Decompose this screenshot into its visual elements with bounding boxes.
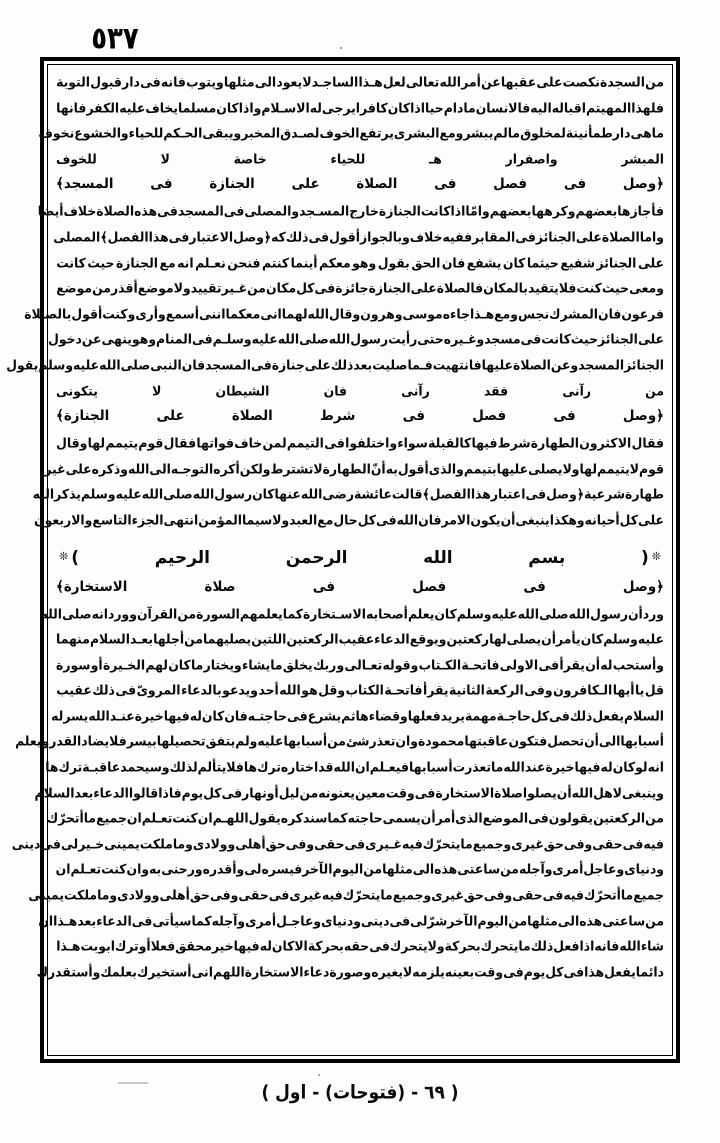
body-line: من رآنى فقد رآنى فان الشيطان لا يتكونى [56,382,664,398]
body-line: أسبابها الى أن تحصل فتكون عاقبتها محمودة وان تعذر شئ من أسبابها عليه ولم يتفق تحصيلها بيسر فلا يضاد القدر و يعلم [15,733,664,749]
body-line: انه لو كان له فيها خيرة عند الله ماتعذرت أسبابها فيعـلم ان الله قد اختاره ترك ها فلا يتألم لذلك وسيحمد عاقبـة ترك ها [45,758,664,775]
star-ornament-icon: ❊ [59,549,69,563]
body-line: شاء الله فانه اذا فعل ذلك ما يتحرك بحركة ولا يتحرك فى حقه بحركة الا كان له فيها خير محقق فعلا أو ترك ابو بت هـذا [56,937,664,954]
body-line: ماهى دار طمأنينة لمخلوق مالم يبشر ومع البشرى يرتفع الخوف لصـدق المخبر و يبقى الحـكم للحياء والخشوع نخوف [38,124,664,141]
body-line: السلام يفعل ذلك فى كل حاجـة مهمة يريد فعلها وقضاءها ثم يشرع فى حاجتـه فان كان له فيها خيرة عنـد الله يسر له [51,707,664,724]
scan-speckle [318,1074,320,1076]
body-line: على الجنائز شفيع حيثما كان يشفع فان الحق بقول وهو معكم أينما كنتم فنحن نعـلم انه مع الجنازة حيث كانت [56,254,664,270]
star-ornament-icon: ❊ [651,549,661,563]
section-heading-janaza-masjid: ﴿وصل فى فصل فى الصلاة على الجنازة فى المسجد﴾ [56,177,664,193]
body-line: الجنائز المسجد وعن الصلاة عليها فانتهيت فـما صليت بعد ذلك على جنازة فى المسجد فان النبى صلى الله عليه وسلم يقول [6,356,664,373]
body-line: جميع ما أتحرّك فيه فى حقى وفى حق غيرى وجميع ما يتحرّك فيه غيرى فى حقى وفى حق أهلى و ولادى وما ملكت يمينى [28,886,664,903]
body-line: طهارة شرعية ﴿وصل فى اعتبار هذا الفصل﴾ قالت عائشة رضى الله عنها كان رسول الله صلى الله عليه وسلم يذ كر الله [32,485,664,502]
basmala-text: ( بسم الله الرحمن الرحيم ) [71,547,649,568]
body-line: فلهذا المهيتم اقباله اليه فالانسان مادام حيا اذا كان كافرا يرجى له الاسـلام واذا كان مسلما يخاف عليه الكفر فانها [56,99,664,116]
body-line: على الجنائز حيث كانت فى مسجد وغـيره حتى رأيت رسول الله صلى الله عليه وسلـم فى المنام وهو ينهى عن دخول [48,330,664,347]
section-heading-shart-salat-janaza: ﴿وصل فى فصل فى شرط الصلاة على الجنازة﴾ [56,408,664,425]
text-body [6,69,664,1053]
section-heading-salat-istikhara: ﴿وصل فى فصل فى صلاة الاستخارة﴾ [56,579,664,595]
body-line: عليه وسلم كان يأمر أن يصلى لها ركعتين و يوقع الدعاء عقيب الركعتين اللتين يصليهما من أجلها بعـد السلام منهما [56,630,664,647]
body-line: من الركعتين يقولون فى الموضع الذى أمر أن يسمى حاجته كما سند كره يقول اللهـم ان كنت تعـلم ان جميع ما أتحرّك [46,809,664,826]
body-line: وردأن رسول الله صلى الله عليه وسلم كان يعلم أصحابه الاسـتخارة كما يعلمهم السورة من القرآن و وردانه صلى الله [40,605,664,621]
body-line: المبشر واصفرار هـ للحياء خاصة لا للخوف [56,150,664,167]
body-line: وينبغى لاهل الله أن يصلوا صلاة الاستخارة فى وقت معين يعنونه من ليل أو نهار فى كل يوم فاذا قالوا الدعاء بعد السلام [34,784,664,801]
scan-speckle [118,1082,148,1084]
body-line: ودنياى وعاجل أمرى وآجله من ساعتى هذه الى مثلها من اليوم الآخر فيسره لى وأقدره ورحنى به وان كنت تعـلم ان [55,860,664,877]
body-line: دائما يفعل هذا فى كل يوم فى وقت بعينه يلزمه لا يغيره وصورة دعاء الاستخارة اللهم انى أستخيرك بعلمك وأستقدرك [36,963,664,980]
body-line: من السجدة نكصت على عقبها عن أمر الله تعالى لعل هـذا الساجـد لا يعود الى مثلها ويتوب فانه فى دار قبول التوبة [56,73,664,90]
body-line: من ساعتى هذه الى مثلها من اليوم الآخر شرّ لى فى دينى ودنياى وعاجـل أمرى وآجله كما سيأتى فى الدعاء بعد هـذا ان [38,912,664,929]
page-number: ٥٣٧ [91,21,139,57]
basmala-line [56,540,664,574]
body-line: فيه فى حقى وفى حق غيرى وجميع ما يتحرّك فيه غـيرى فى حقى وفى حق أهلى وولادى وما ملكت يمينى خـيرلى فى دينى [11,835,664,852]
body-line: فرعون فان المشرك نجس ومع هـذا جاءه موسى وهرون وقال الله لهما انى معكما اننى أسمع وأرى وكنت أقول بالصـلاة [24,305,664,322]
scan-speckle [340,47,342,49]
body-line: فقال الا كثرون الطهارة شرط فيها كالقبلة سواء واختلفوا فى التيمم لمن خاف فواتها فقال قوم يتيمم لها وقال [56,434,664,451]
body-line: فأجازها بعضهم وكرهها بعضهم وامّا اذا كانت الجنازة خارج المسـجد والمصلى فى المسجد فى هذه الصلاة خلاف أيضا [37,202,664,219]
footer-signature: ( ٦٩ - (فتوحات) - اول ) [261,1081,459,1105]
page-border-frame [6,57,680,1063]
body-line: وأستحب له أن يقرأ فى الاولى فاتحـة الكـتاب وقوله تعـالى و ربك يخلق مايشاء ويختار ما كان لهم الخـيرة أو سورة [56,656,664,673]
body-line: قل يا أيها الـكافرون وفى الركعة الثانية يقرأ فاتحـة الكتاب وقل هو الله أحد ويدعو بالدعاء المروىّ فى ذلك عقيب [56,681,664,698]
body-line: واما الصلاة على الجنائز فى المقابر ففيه خلاف و بالجواز أقول فى ذلك كه ﴿وصل الاعتبار فى هذا الفصل﴾ المصلى [53,228,664,245]
body-line: قوم لا يتيمم لها ولا يصلى عليها بتيمم والذى أقول به أنّ الطهارة لا تشترط ولكن أكره التوجـه الى الله وذ كره على غير [44,460,664,477]
body-line: ومعى حيث كنت فلا يتقيد بالمكان فالصلاة على الجنازة جائزة فى كل مكان من غـير تقييد ولا موضع أقذر من موضع [56,279,664,296]
vertical-spacer [56,533,664,540]
body-line: على كل أحيانه وهكذا ينبغى أن يكون الامر فان الله فى كل حال مع العبد ولا سيما المؤمن انتهى الجزء التاسع والاربعون [34,511,664,528]
